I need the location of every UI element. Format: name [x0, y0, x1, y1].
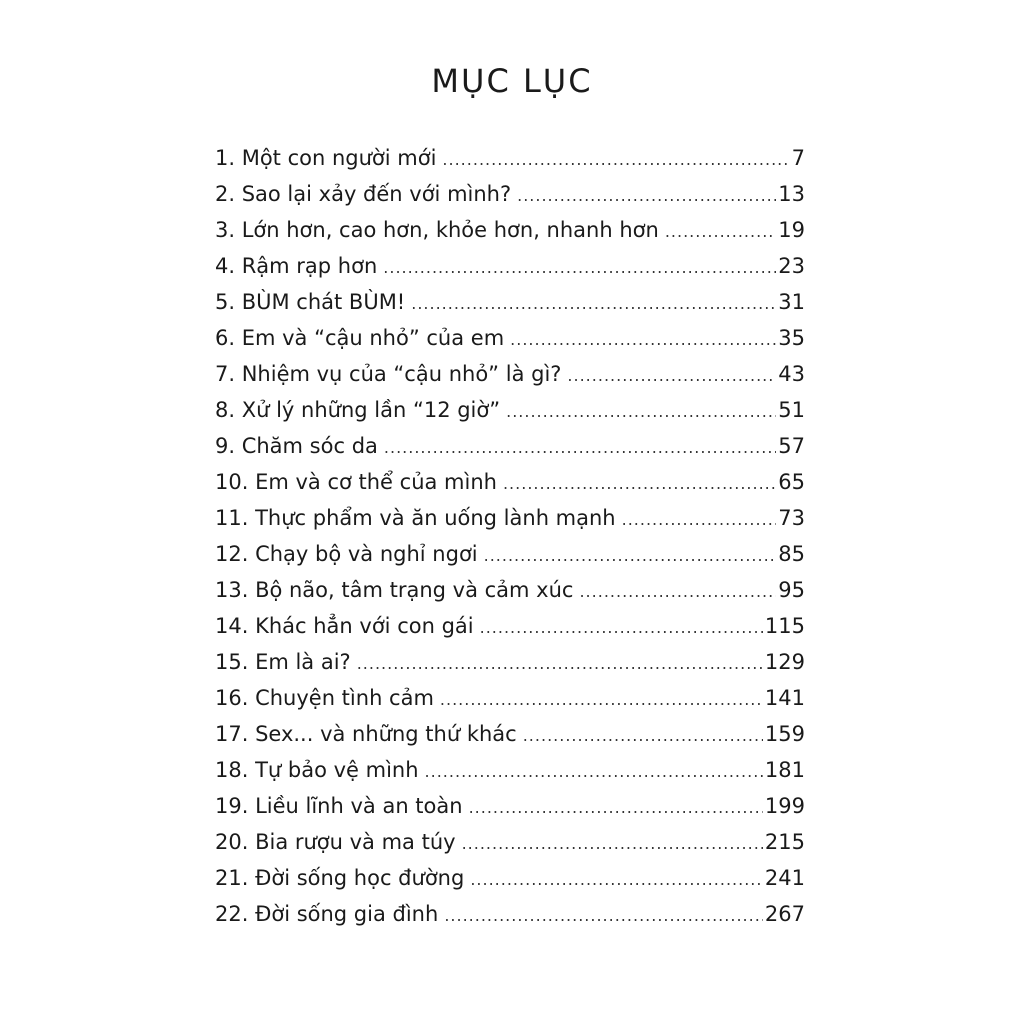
dot-leader [503, 466, 776, 502]
dot-leader [665, 214, 776, 250]
toc-entry-page-number: 57 [778, 434, 805, 458]
toc-entry-label: 12. Chạy bộ và nghỉ ngơi [215, 542, 478, 566]
toc-entry [215, 248, 805, 284]
toc-entry [215, 464, 805, 500]
toc-entry [215, 356, 805, 392]
toc-entry-page-number: 73 [778, 506, 805, 530]
toc-entry-page-number: 51 [778, 398, 805, 422]
toc-entry-label: 7. Nhiệm vụ của “cậu nhỏ” là gì? [215, 362, 562, 386]
toc-entry-page-number: 241 [764, 866, 805, 890]
dot-leader [470, 862, 763, 898]
page-title: MỤC LỤC [431, 62, 593, 100]
dot-leader [567, 358, 776, 394]
toc-entry [215, 788, 805, 824]
toc-entry-page-number: 31 [778, 290, 805, 314]
dot-leader [411, 286, 776, 322]
toc-entry-label: 18. Tự bảo vệ mình [215, 758, 419, 782]
toc-entry [215, 140, 805, 176]
dot-leader [383, 250, 776, 286]
toc-entry [215, 716, 805, 752]
toc-entry-page-number: 159 [764, 722, 805, 746]
toc-entry [215, 572, 805, 608]
dot-leader [579, 574, 776, 610]
toc-entry-label: 2. Sao lại xảy đến với mình? [215, 182, 512, 206]
toc-entry-page-number: 23 [778, 254, 805, 278]
toc-entry-label: 3. Lớn hơn, cao hơn, khỏe hơn, nhanh hơn [215, 218, 659, 242]
toc-entry-page-number: 267 [764, 902, 805, 926]
toc-entry [215, 392, 805, 428]
toc-entry [215, 824, 805, 860]
toc-entry [215, 896, 805, 932]
toc-entry-page-number: 43 [778, 362, 805, 386]
dot-leader [442, 142, 789, 178]
toc-entry [215, 212, 805, 248]
toc-entry [215, 428, 805, 464]
dot-leader [440, 682, 763, 718]
dot-leader [425, 754, 763, 790]
toc-entry-page-number: 181 [764, 758, 805, 782]
toc-entry [215, 536, 805, 572]
dot-leader [384, 430, 776, 466]
dot-leader [510, 322, 776, 358]
toc-entry-label: 9. Chăm sóc da [215, 434, 378, 458]
toc-entry-page-number: 215 [764, 830, 805, 854]
toc-entry-label: 5. BÙM chát BÙM! [215, 290, 406, 314]
toc-entry-label: 19. Liều lĩnh và an toàn [215, 794, 463, 818]
toc-entry-label: 8. Xử lý những lần “12 giờ” [215, 398, 501, 422]
toc-entry-label: 16. Chuyện tình cảm [215, 686, 434, 710]
dot-leader [469, 790, 763, 826]
toc-entry-page-number: 35 [778, 326, 805, 350]
toc-entry-label: 1. Một con người mới [215, 146, 437, 170]
dot-leader [480, 610, 763, 646]
toc-entry-label: 22. Đời sống gia đình [215, 902, 439, 926]
dot-leader [444, 898, 763, 934]
toc-entry-label: 10. Em và cơ thể của mình [215, 470, 497, 494]
toc-entry [215, 860, 805, 896]
dot-leader [622, 502, 777, 538]
toc-entry [215, 608, 805, 644]
toc-entry-label: 14. Khác hẳn với con gái [215, 614, 474, 638]
toc-entry-label: 4. Rậm rạp hơn [215, 254, 378, 278]
toc-entry [215, 284, 805, 320]
toc-entry-label: 17. Sex... và những thứ khác [215, 722, 517, 746]
toc-entry [215, 500, 805, 536]
dot-leader [462, 826, 763, 862]
toc-entry-label: 11. Thực phẩm và ăn uống lành mạnh [215, 506, 616, 530]
toc-entry [215, 680, 805, 716]
toc-entry-page-number: 115 [764, 614, 805, 638]
toc-entry [215, 320, 805, 356]
toc-entry-label: 20. Bia rượu và ma túy [215, 830, 456, 854]
toc-entry [215, 176, 805, 212]
dot-leader [484, 538, 777, 574]
toc-entry-page-number: 13 [778, 182, 805, 206]
dot-leader [523, 718, 763, 754]
table-of-contents [215, 140, 805, 932]
dot-leader [517, 178, 776, 214]
toc-entry-label: 13. Bộ não, tâm trạng và cảm xúc [215, 578, 574, 602]
dot-leader [506, 394, 776, 430]
toc-entry-page-number: 199 [764, 794, 805, 818]
dot-leader [357, 646, 763, 682]
toc-entry-label: 15. Em là ai? [215, 650, 351, 674]
toc-entry-page-number: 85 [778, 542, 805, 566]
toc-entry-label: 21. Đời sống học đường [215, 866, 465, 890]
toc-entry-page-number: 95 [778, 578, 805, 602]
toc-entry-page-number: 7 [791, 146, 805, 170]
toc-entry [215, 644, 805, 680]
toc-entry-page-number: 129 [764, 650, 805, 674]
toc-entry-label: 6. Em và “cậu nhỏ” của em [215, 326, 505, 350]
toc-entry [215, 752, 805, 788]
toc-entry-page-number: 19 [778, 218, 805, 242]
toc-entry-page-number: 141 [764, 686, 805, 710]
toc-entry-page-number: 65 [778, 470, 805, 494]
